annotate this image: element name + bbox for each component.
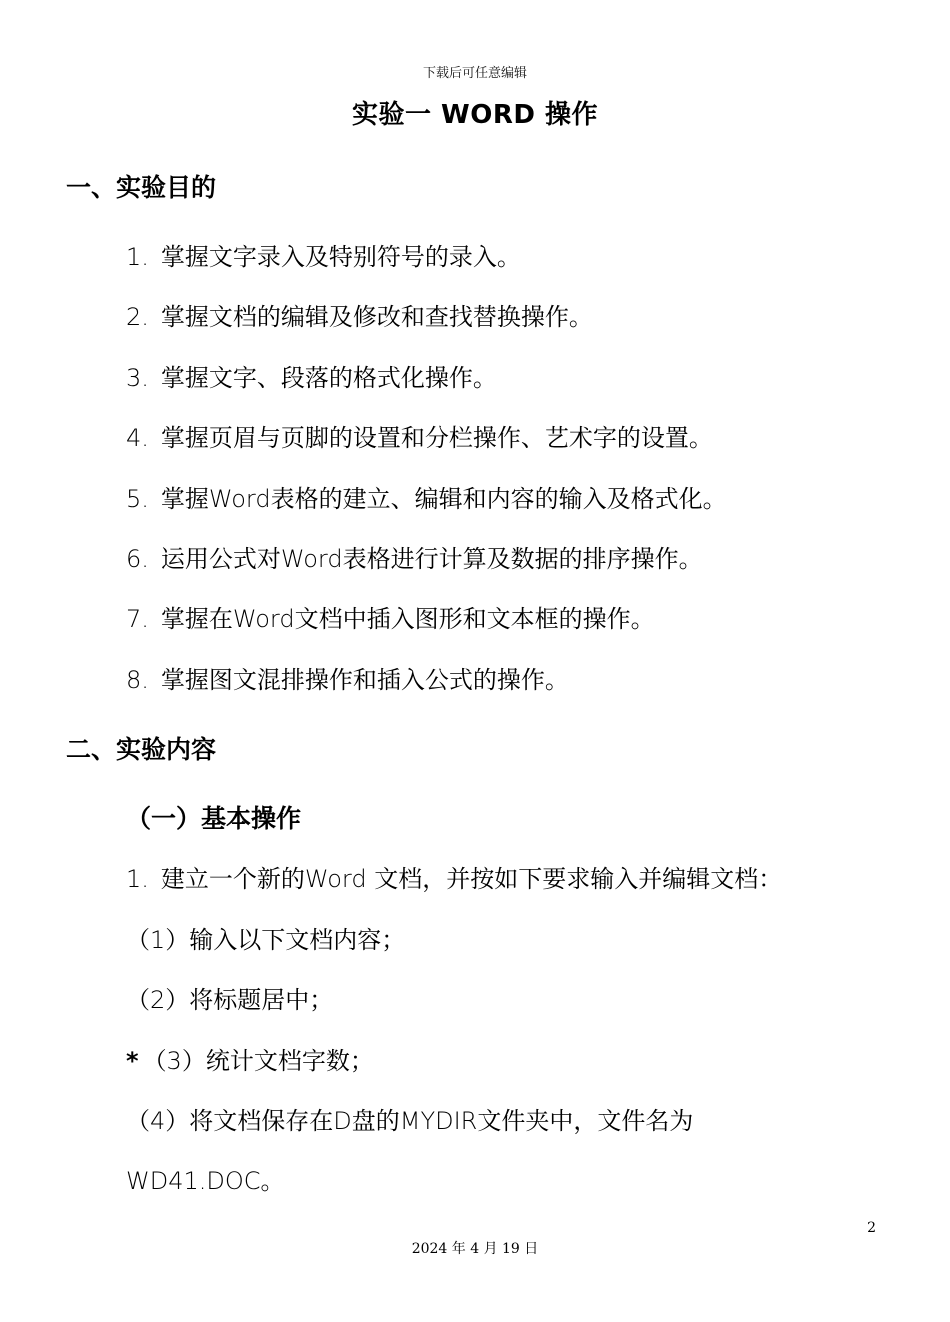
step-item — [126, 1101, 693, 1136]
step-item — [126, 920, 405, 955]
step-text: （4）将文档保存在D盘的MYDIR文件夹中，文件名为 — [126, 1107, 694, 1135]
step-continuation: WD41.DOC。 — [126, 1167, 285, 1195]
step-text: （2）将标题居中； — [126, 986, 334, 1014]
step-item — [126, 980, 333, 1015]
list-item — [126, 297, 593, 332]
footer-date: 2024 年 4 月 19 日 — [411, 1241, 539, 1257]
list-item-number: 2. — [126, 303, 149, 331]
list-item — [126, 660, 569, 695]
list-item-text: 掌握文字、段落的格式化操作。 — [160, 364, 497, 392]
list-item-number: 1. — [126, 243, 149, 271]
page-number: 2 — [867, 1220, 876, 1236]
task-item — [126, 859, 782, 894]
step-item — [126, 1041, 374, 1076]
header-note: 下载后可任意编辑 — [422, 66, 527, 81]
list-item-number: 3. — [126, 364, 149, 392]
step-marker: * — [126, 1047, 139, 1075]
list-item-text: 掌握图文混排操作和插入公式的操作。 — [160, 666, 569, 694]
list-item — [126, 237, 521, 272]
list-item — [126, 599, 655, 634]
step-text: （1）输入以下文档内容； — [126, 926, 406, 954]
section-heading-objectives: 一、实验目的 — [66, 173, 217, 202]
step-text: （3）统计文档字数； — [142, 1047, 374, 1075]
page-title: 实验一 WORD 操作 — [352, 100, 598, 130]
list-item — [126, 479, 727, 514]
list-item-text: 掌握Word表格的建立、编辑和内容的输入及格式化。 — [160, 485, 727, 513]
list-item — [126, 358, 497, 393]
list-item-text: 运用公式对Word表格进行计算及数据的排序操作。 — [160, 545, 703, 573]
list-item — [126, 539, 703, 574]
list-item-number: 4. — [126, 424, 149, 452]
section-heading-content: 二、实验内容 — [66, 735, 217, 764]
subsection-heading: （一）基本操作 — [126, 804, 302, 833]
task-number: 1. — [126, 865, 149, 893]
list-item-number: 5. — [126, 485, 149, 513]
list-item-text: 掌握文档的编辑及修改和查找替换操作。 — [160, 303, 593, 331]
list-item-text: 掌握页眉与页脚的设置和分栏操作、艺术字的设置。 — [160, 424, 713, 452]
list-item-number: 8. — [126, 666, 149, 694]
list-item-number: 6. — [126, 545, 149, 573]
task-text: 建立一个新的Word 文档，并按如下要求输入并编辑文档： — [160, 865, 783, 893]
list-item-number: 7. — [126, 605, 149, 633]
list-item — [126, 418, 713, 453]
list-item-text: 掌握在Word文档中插入图形和文本框的操作。 — [160, 605, 655, 633]
list-item-text: 掌握文字录入及特别符号的录入。 — [160, 243, 521, 271]
